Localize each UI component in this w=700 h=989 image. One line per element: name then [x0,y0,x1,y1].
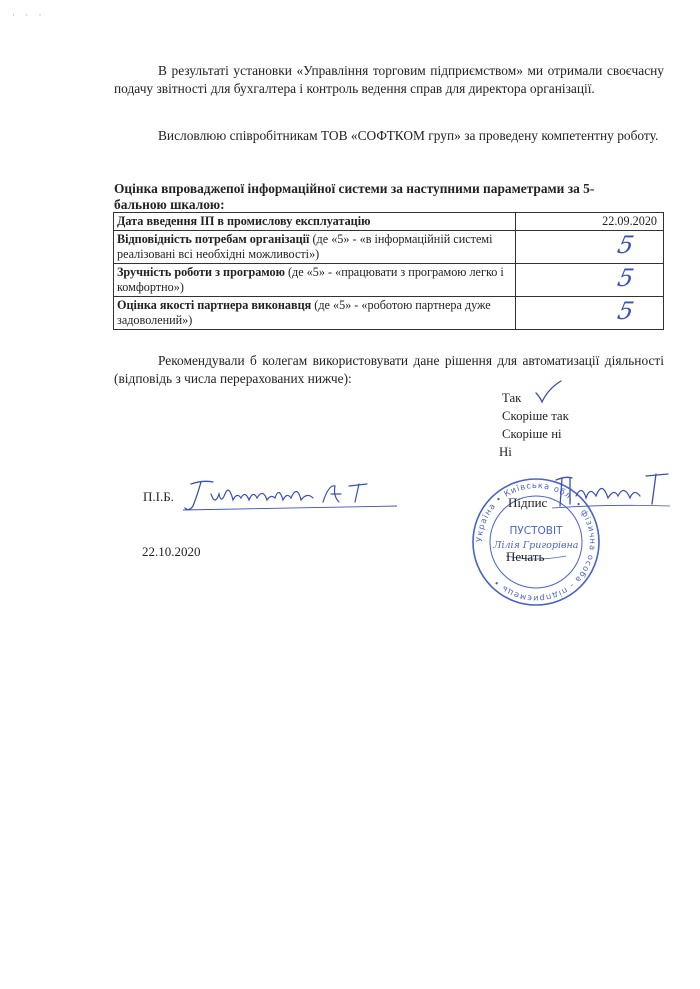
option-yes: Так [502,391,522,405]
table-row [114,264,664,297]
paragraph-result: В результаті установки «Управління торговим підприємством» ми отримали своєчасну подачу звітності для бухгалтера і контроль ведення справ для директора організації. [114,63,664,96]
handwritten-name-signature [183,476,398,516]
row-label [114,297,516,330]
pib-label: П.І.Б. [143,489,174,504]
option-rather-no: Скоріше ні [502,427,562,441]
date-value: 22.09.2020 [516,213,664,231]
row-label [114,264,516,297]
row-label-rest: (де «5» - «працювати з програмою легко і комфортно») [117,265,504,294]
handwritten-score: 5 [614,263,637,292]
handwritten-score: 5 [614,296,637,325]
evaluation-table [113,212,664,330]
row-label-rest: (де «5» - «роботою партнера дуже задоволений») [117,298,491,327]
paragraph-recommend: Рекомендували б колегам використовувати дане рішення для автоматизації діяльності (відповідь з числа перерахованих нижче): [114,353,664,386]
score-cell [516,297,664,330]
option-rather-yes: Скоріше так [502,409,569,423]
pechat-label: Печать [506,549,545,564]
row-label-bold: Зручність роботи з програмою [117,265,285,279]
scan-corner-mark: · · · [12,10,46,20]
stamp-ring-text: Україна • Київська обл. • фізична особа - підприємець • [473,479,599,605]
check-mark-icon [533,379,563,405]
table-row [114,231,664,264]
table-row [114,297,664,330]
paragraph-thanks: Висловлюю співробітникам ТОВ «СОФТКОМ груп» за проведену компетентну роботу. [158,128,659,143]
handwritten-score: 5 [614,230,637,259]
table-row-date [114,213,664,231]
row-label-bold: Оцінка якості партнера виконавця [117,298,312,312]
row-label-bold: Відповідність потребам організації [117,232,310,246]
score-cell [516,264,664,297]
option-no: Ні [499,445,512,459]
handwritten-director-signature [552,470,670,516]
evaluation-heading: Оцінка впроваджепої інформаційної системи за наступними параметрами за 5-бальною шкалою: [114,181,595,212]
stamp-surname: ПУСТОВІТ [509,525,563,537]
stamp-given-name: Лілія Григорівна [493,540,579,551]
pidpys-label: Підпис [508,495,548,510]
row-label-rest: (де «5» - «в інформаційній системі реалізовані всі необхідні можливості») [117,232,493,261]
date-label: Дата введення ІП в промислову експлуатацію [114,213,516,231]
row-label [114,231,516,264]
score-cell [516,231,664,264]
signature-date: 22.10.2020 [142,544,201,559]
